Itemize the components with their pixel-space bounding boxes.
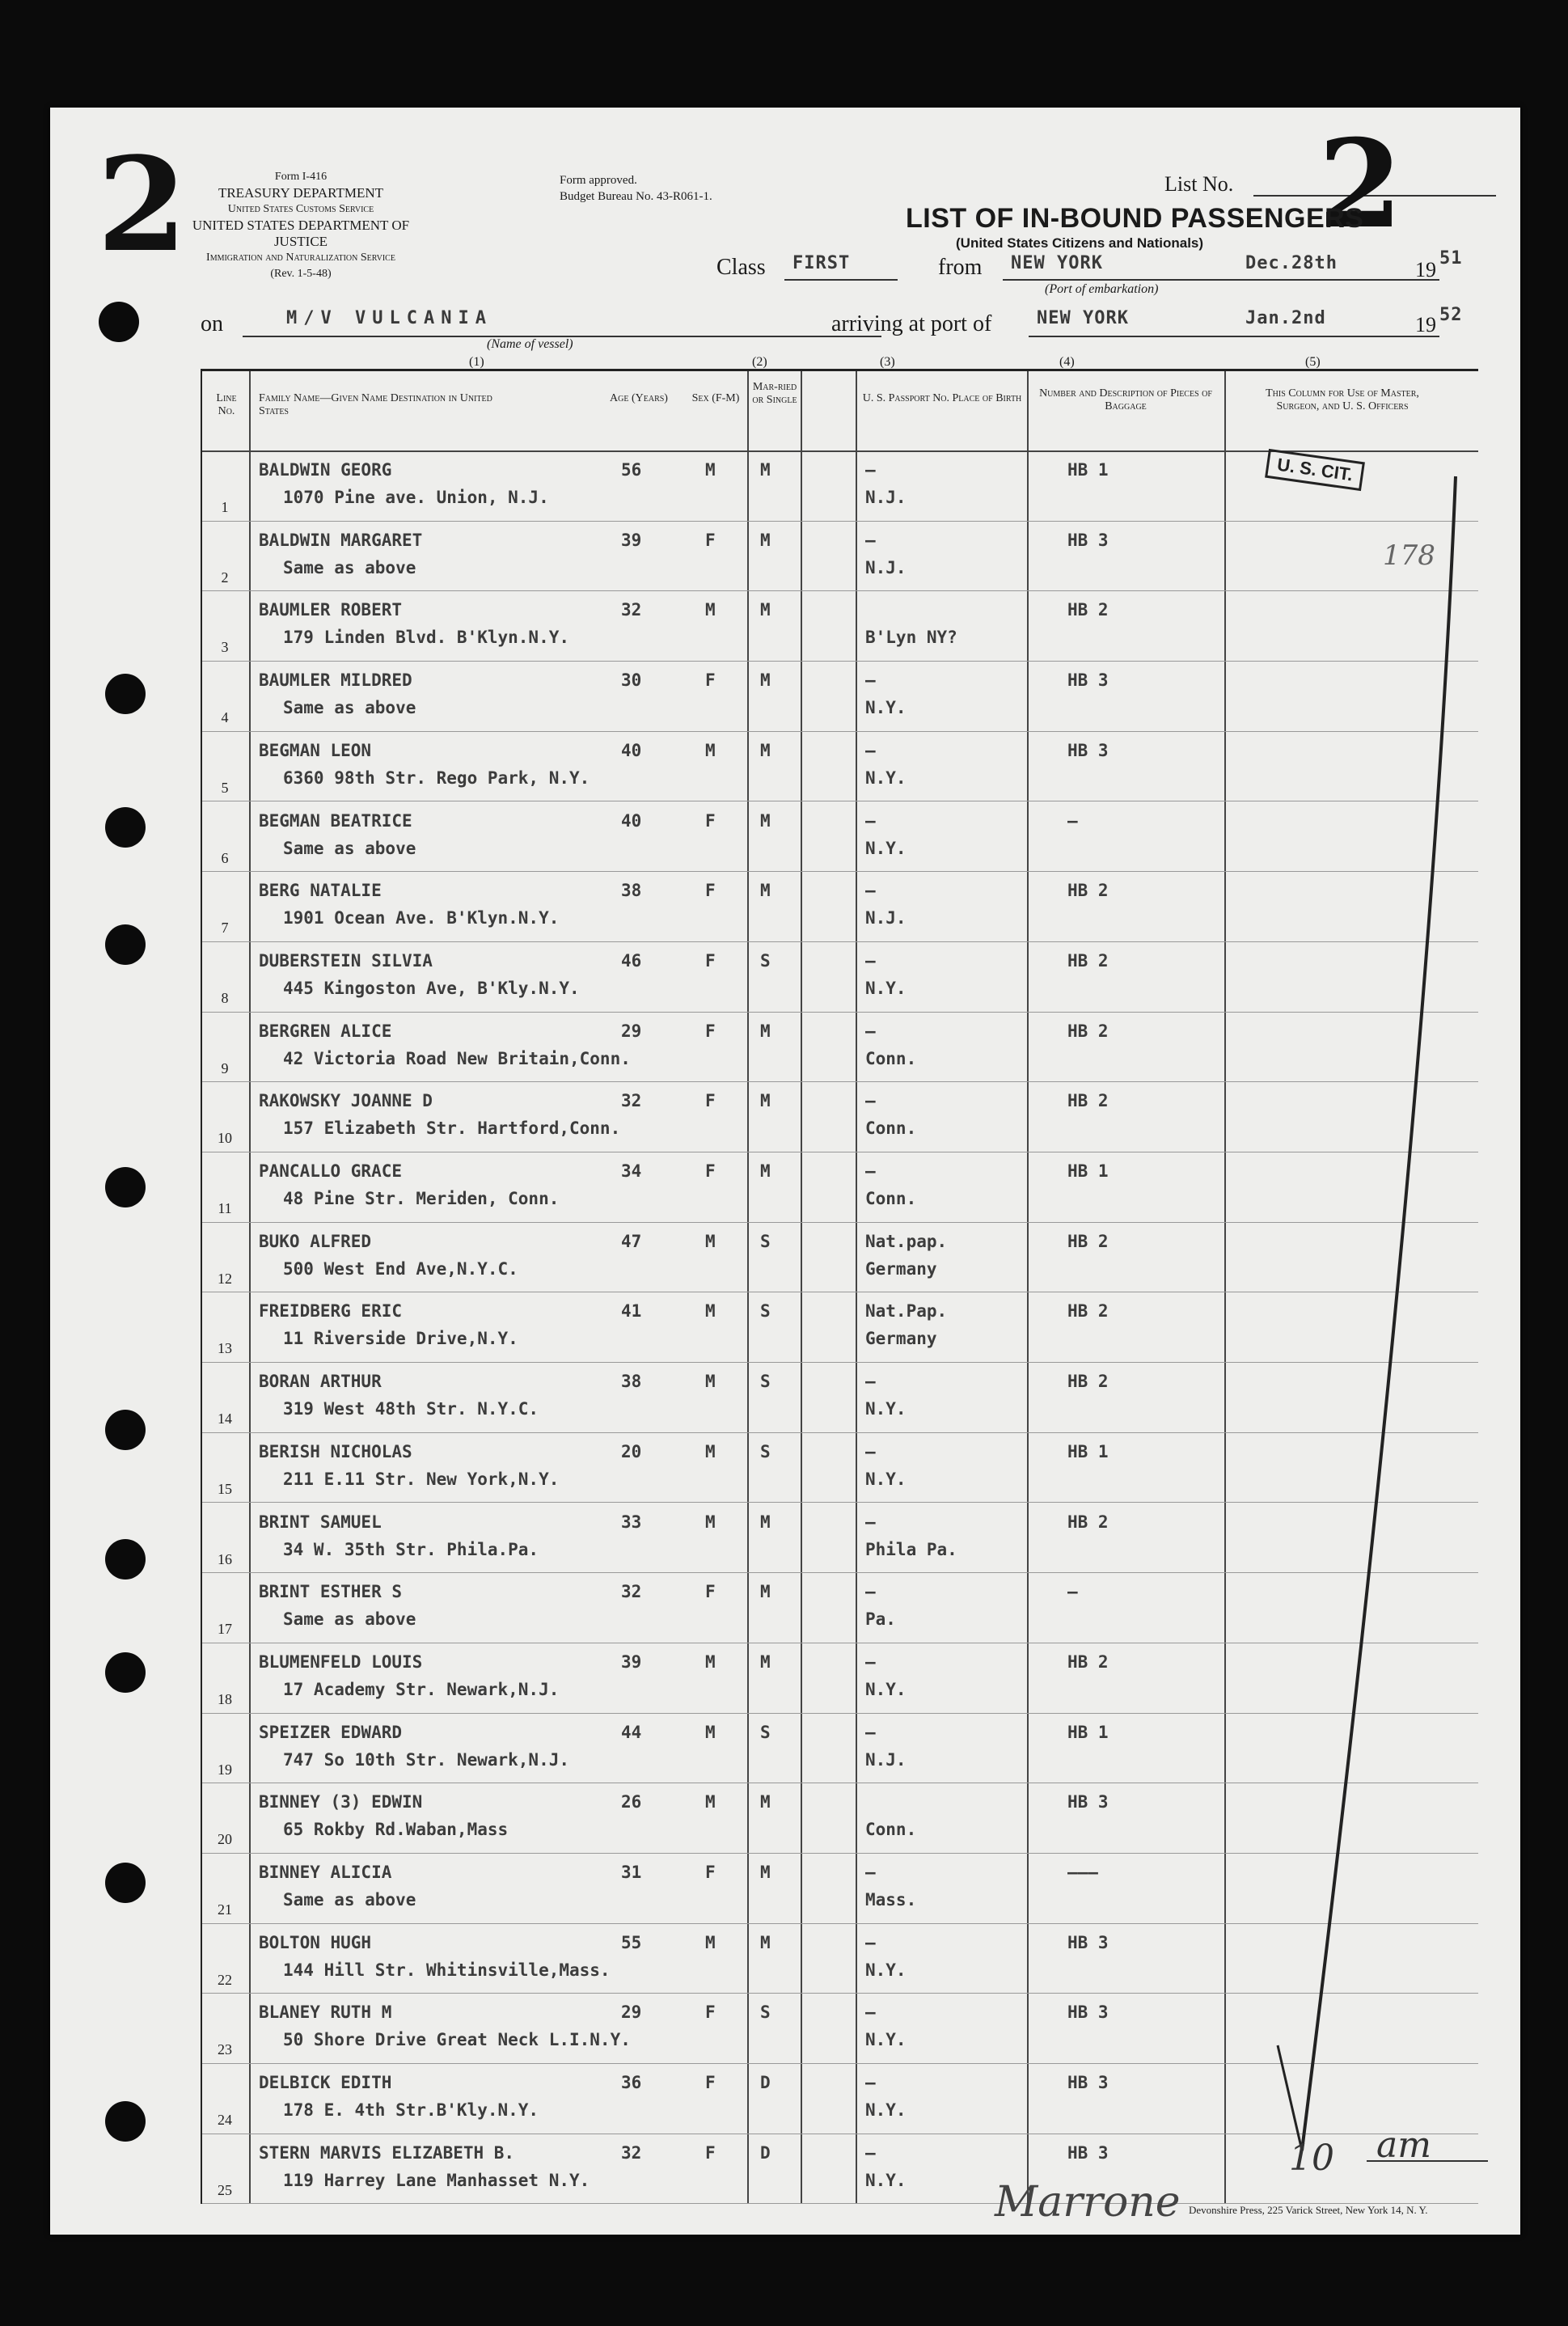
passenger-age: 40 bbox=[621, 740, 642, 760]
birth-place: Mass. bbox=[865, 1890, 917, 1909]
passenger-name: BALDWIN MARGARET bbox=[259, 530, 423, 550]
passenger-age: 41 bbox=[621, 1301, 642, 1322]
marital-status: M bbox=[760, 1932, 771, 1952]
passenger-address: 445 Kingoston Ave, B'Kly.N.Y. bbox=[283, 978, 580, 998]
baggage: — bbox=[1067, 810, 1078, 831]
binder-hole bbox=[105, 1652, 146, 1693]
document-title: LIST OF IN-BOUND PASSENGERS bbox=[906, 203, 1364, 234]
line-number: 1 bbox=[221, 499, 229, 515]
passenger-address: Same as above bbox=[283, 1890, 416, 1909]
passenger-age: 55 bbox=[621, 1932, 642, 1952]
passenger-name: RAKOWSKY JOANNE D bbox=[259, 1091, 433, 1111]
passport-number: — bbox=[865, 1582, 876, 1602]
arriving-label: arriving at port of bbox=[831, 311, 992, 336]
passenger-address: 42 Victoria Road New Britain,Conn. bbox=[283, 1048, 631, 1068]
passenger-name: BERISH NICHOLAS bbox=[259, 1441, 412, 1461]
vessel-name: M/V VULCANIA bbox=[286, 308, 492, 328]
class-underline bbox=[784, 279, 898, 281]
passport-number: — bbox=[865, 670, 876, 691]
passenger-address: 178 E. 4th Str.B'Kly.N.Y. bbox=[283, 2100, 539, 2121]
passenger-sex: F bbox=[705, 2002, 716, 2023]
arrival-year-suffix: 52 bbox=[1439, 305, 1463, 325]
birth-place: N.Y. bbox=[865, 1679, 907, 1699]
baggage: HB 3 bbox=[1067, 2002, 1109, 2023]
passenger-sex: F bbox=[705, 950, 716, 971]
class-label: Class bbox=[716, 255, 766, 280]
birth-place: Pa. bbox=[865, 1609, 896, 1630]
marital-status: D bbox=[760, 2142, 771, 2163]
line-number: 8 bbox=[221, 989, 229, 1006]
arrival-year-prefix: 19 bbox=[1415, 313, 1436, 336]
line-number: 6 bbox=[221, 849, 229, 866]
passport-number: — bbox=[865, 2073, 876, 2093]
marital-status: M bbox=[760, 1161, 771, 1181]
marital-status: M bbox=[760, 460, 771, 480]
baggage: HB 2 bbox=[1067, 1301, 1109, 1322]
birth-place: Germany bbox=[865, 1258, 937, 1279]
form-number: Form I-416 bbox=[274, 171, 328, 183]
passport-number: — bbox=[865, 1091, 876, 1111]
passenger-age: 32 bbox=[621, 1582, 642, 1602]
header-sex: Sex (F-M) bbox=[691, 392, 740, 404]
passport-number: Nat.Pap. bbox=[865, 1301, 948, 1322]
passenger-sex: M bbox=[705, 600, 716, 620]
passenger-name: BINNEY ALICIA bbox=[259, 1863, 392, 1882]
birth-place: N.Y. bbox=[865, 698, 907, 718]
line-number: 10 bbox=[218, 1130, 232, 1147]
line-number: 2 bbox=[221, 569, 229, 586]
passenger-name: BORAN ARTHUR bbox=[259, 1372, 382, 1392]
passenger-age: 38 bbox=[621, 881, 642, 901]
corner-list-number: 2 bbox=[97, 129, 188, 281]
marital-status: M bbox=[760, 1021, 771, 1041]
passport-number: — bbox=[865, 1021, 876, 1041]
passport-number: — bbox=[865, 1372, 876, 1392]
baggage: HB 2 bbox=[1067, 881, 1109, 901]
passenger-address: 17 Academy Str. Newark,N.J. bbox=[283, 1679, 560, 1699]
signature: Marrone bbox=[995, 2178, 1181, 2227]
birth-place: N.Y. bbox=[865, 768, 907, 788]
passenger-age: 34 bbox=[621, 1161, 642, 1181]
baggage: HB 1 bbox=[1067, 1161, 1109, 1181]
handwritten-total: 10 bbox=[1289, 2138, 1334, 2179]
binder-hole bbox=[99, 302, 139, 342]
line-number: 20 bbox=[218, 1831, 232, 1848]
line-number: 19 bbox=[218, 1761, 232, 1778]
passenger-address: Same as above bbox=[283, 557, 416, 577]
passenger-address: 179 Linden Blvd. B'Klyn.N.Y. bbox=[283, 628, 570, 648]
passport-number: — bbox=[865, 2142, 876, 2163]
document-subtitle: (United States Citizens and Nationals) bbox=[956, 235, 1204, 251]
passenger-age: 36 bbox=[621, 2073, 642, 2093]
marital-status: M bbox=[760, 740, 771, 760]
passenger-address: 211 E.11 Str. New York,N.Y. bbox=[283, 1469, 560, 1489]
passenger-age: 26 bbox=[621, 1792, 642, 1812]
form-identification bbox=[180, 169, 422, 282]
passenger-address: Same as above bbox=[283, 698, 416, 718]
passenger-address: 500 West End Ave,N.Y.C. bbox=[283, 1258, 518, 1279]
baggage: HB 3 bbox=[1067, 1932, 1109, 1952]
from-underline bbox=[1003, 279, 1439, 281]
passenger-age: 39 bbox=[621, 1651, 642, 1672]
passenger-address: 65 Rokby Rd.Waban,Mass bbox=[283, 1820, 509, 1840]
passenger-sex: M bbox=[705, 1722, 716, 1742]
baggage: — bbox=[1067, 1582, 1078, 1602]
baggage: HB 3 bbox=[1067, 2142, 1109, 2163]
marital-status: S bbox=[760, 1372, 771, 1392]
header-line-no: Line No. bbox=[216, 392, 237, 417]
passport-number: — bbox=[865, 1651, 876, 1672]
line-number: 23 bbox=[218, 2041, 232, 2058]
baggage: HB 2 bbox=[1067, 1512, 1109, 1532]
birth-place: N.Y. bbox=[865, 1399, 907, 1419]
passport-number: — bbox=[865, 530, 876, 550]
binder-hole bbox=[105, 1167, 146, 1207]
passport-number: — bbox=[865, 1161, 876, 1181]
passenger-age: 56 bbox=[621, 460, 642, 480]
passenger-sex: M bbox=[705, 1512, 716, 1532]
binder-hole bbox=[105, 2101, 146, 2142]
passenger-name: BAUMLER MILDRED bbox=[259, 670, 412, 691]
list-number: 2 bbox=[1318, 113, 1403, 256]
passenger-name: BEGMAN BEATRICE bbox=[259, 810, 412, 831]
passenger-address: Same as above bbox=[283, 1609, 416, 1630]
passenger-name: BRINT SAMUEL bbox=[259, 1512, 382, 1532]
passenger-sex: F bbox=[705, 2142, 716, 2163]
passenger-name: BERGREN ALICE bbox=[259, 1021, 392, 1041]
passport-number: — bbox=[865, 881, 876, 901]
header-age: Age (Years) bbox=[610, 392, 668, 404]
line-number: 7 bbox=[221, 920, 229, 937]
from-label: from bbox=[938, 255, 983, 280]
birth-place: N.Y. bbox=[865, 1469, 907, 1489]
line-number: 12 bbox=[218, 1270, 232, 1287]
passenger-sex: F bbox=[705, 530, 716, 550]
citizenship-stamp: U. S. CIT. bbox=[1265, 449, 1365, 491]
passenger-sex: M bbox=[705, 460, 716, 480]
passenger-address: 119 Harrey Lane Manhasset N.Y. bbox=[283, 2170, 590, 2190]
marital-status: S bbox=[760, 950, 771, 971]
on-label: on bbox=[201, 311, 223, 336]
passenger-address: 157 Elizabeth Str. Hartford,Conn. bbox=[283, 1119, 621, 1139]
arrival-date: Jan.2nd bbox=[1245, 308, 1326, 328]
line-number: 13 bbox=[218, 1340, 232, 1357]
passenger-name: BLANEY RUTH M bbox=[259, 2002, 392, 2023]
passenger-sex: M bbox=[705, 1231, 716, 1251]
header-name: Family Name—Given Name Destination in United States bbox=[259, 392, 492, 417]
departure-year-prefix: 19 bbox=[1415, 258, 1436, 281]
line-number: 22 bbox=[218, 1971, 232, 1988]
binder-hole bbox=[105, 807, 146, 848]
birth-place: N.Y. bbox=[865, 978, 907, 998]
manifest-page bbox=[50, 108, 1520, 2235]
column-number: (4) bbox=[1059, 355, 1075, 369]
passenger-address: 48 Pine Str. Meriden, Conn. bbox=[283, 1189, 560, 1208]
passenger-name: SPEIZER EDWARD bbox=[259, 1722, 403, 1742]
passenger-age: 38 bbox=[621, 1372, 642, 1392]
binder-hole bbox=[105, 924, 146, 965]
vessel-caption: (Name of vessel) bbox=[487, 337, 573, 351]
line-number: 9 bbox=[221, 1059, 229, 1076]
line-number: 3 bbox=[221, 639, 229, 656]
passenger-sex: F bbox=[705, 670, 716, 691]
baggage: HB 2 bbox=[1067, 1091, 1109, 1111]
passenger-name: STERN MARVIS ELIZABETH B. bbox=[259, 2142, 515, 2163]
passenger-sex: F bbox=[705, 1161, 716, 1181]
marital-status: S bbox=[760, 1722, 771, 1742]
passport-number: — bbox=[865, 1512, 876, 1532]
column-number: (2) bbox=[752, 355, 767, 369]
binder-hole bbox=[105, 1410, 146, 1450]
column-number: (1) bbox=[469, 355, 484, 369]
passenger-name: DUBERSTEIN SILVIA bbox=[259, 950, 433, 971]
handwritten-count: 178 bbox=[1383, 539, 1435, 572]
passenger-sex: M bbox=[705, 1372, 716, 1392]
passenger-age: 32 bbox=[621, 600, 642, 620]
passenger-address: 1901 Ocean Ave. B'Klyn.N.Y. bbox=[283, 908, 560, 928]
birth-place: N.Y. bbox=[865, 2100, 907, 2121]
baggage: ——— bbox=[1067, 1863, 1098, 1882]
passenger-name: BERG NATALIE bbox=[259, 881, 382, 901]
initials-underline bbox=[1367, 2160, 1488, 2162]
passport-number: — bbox=[865, 950, 876, 971]
baggage: HB 1 bbox=[1067, 460, 1109, 480]
birth-place: B'Lyn NY? bbox=[865, 628, 957, 648]
passenger-name: BLUMENFELD LOUIS bbox=[259, 1651, 423, 1672]
passenger-name: BUKO ALFRED bbox=[259, 1231, 372, 1251]
line-number: 4 bbox=[221, 709, 229, 726]
marital-status: M bbox=[760, 600, 771, 620]
baggage: HB 2 bbox=[1067, 1651, 1109, 1672]
approval-line: Form approved. bbox=[560, 174, 637, 187]
passenger-address: Same as above bbox=[283, 838, 416, 858]
baggage: HB 3 bbox=[1067, 1792, 1109, 1812]
passenger-age: 47 bbox=[621, 1231, 642, 1251]
baggage: HB 1 bbox=[1067, 1441, 1109, 1461]
passport-number: — bbox=[865, 740, 876, 760]
passenger-sex: F bbox=[705, 2073, 716, 2093]
marital-status: S bbox=[760, 1301, 771, 1322]
baggage: HB 3 bbox=[1067, 670, 1109, 691]
passenger-sex: F bbox=[705, 881, 716, 901]
department-name: TREASURY DEPARTMENT bbox=[218, 185, 384, 201]
birth-place: Conn. bbox=[865, 1048, 917, 1068]
form-approval bbox=[560, 172, 754, 205]
budget-line: Budget Bureau No. 43-R061-1. bbox=[560, 190, 712, 203]
marital-status: M bbox=[760, 1582, 771, 1602]
passport-number: Nat.pap. bbox=[865, 1231, 948, 1251]
marital-status: S bbox=[760, 1441, 771, 1461]
passenger-sex: F bbox=[705, 1582, 716, 1602]
passenger-sex: M bbox=[705, 740, 716, 760]
passport-number: — bbox=[865, 460, 876, 480]
binder-hole bbox=[105, 1539, 146, 1580]
binder-hole bbox=[105, 1863, 146, 1903]
passenger-sex: F bbox=[705, 1863, 716, 1882]
passenger-name: BALDWIN GEORG bbox=[259, 460, 392, 480]
passenger-age: 44 bbox=[621, 1722, 642, 1742]
printer-imprint: Devonshire Press, 225 Varick Street, New York 14, N. Y. bbox=[1189, 2204, 1428, 2216]
marital-status: S bbox=[760, 1231, 771, 1251]
passenger-name: BRINT ESTHER S bbox=[259, 1582, 403, 1602]
passenger-age: 32 bbox=[621, 1091, 642, 1111]
passenger-address: 1070 Pine ave. Union, N.J. bbox=[283, 488, 549, 507]
birth-place: N.J. bbox=[865, 488, 907, 507]
passenger-name: BINNEY (3) EDWIN bbox=[259, 1792, 423, 1812]
passenger-age: 39 bbox=[621, 530, 642, 550]
birth-place: Conn. bbox=[865, 1820, 917, 1840]
check-mark-line bbox=[1270, 468, 1464, 2167]
embarkation-port: NEW YORK bbox=[1011, 253, 1103, 273]
passenger-age: 29 bbox=[621, 2002, 642, 2023]
marital-status: M bbox=[760, 670, 771, 691]
passenger-name: FREIDBERG ERIC bbox=[259, 1301, 403, 1322]
birth-place: Phila Pa. bbox=[865, 1539, 957, 1559]
ins-service: Immigration and Naturalization Service bbox=[206, 252, 395, 264]
passenger-address: 319 West 48th Str. N.Y.C. bbox=[283, 1399, 539, 1419]
birth-place: N.Y. bbox=[865, 1960, 907, 1980]
passport-number: — bbox=[865, 810, 876, 831]
binder-hole bbox=[105, 674, 146, 714]
birth-place: Conn. bbox=[865, 1119, 917, 1139]
line-number: 11 bbox=[218, 1200, 232, 1216]
passenger-sex: M bbox=[705, 1792, 716, 1812]
line-number: 17 bbox=[218, 1621, 232, 1638]
passenger-sex: F bbox=[705, 1021, 716, 1041]
passenger-address: 144 Hill Str. Whitinsville,Mass. bbox=[283, 1960, 611, 1980]
passenger-age: 20 bbox=[621, 1441, 642, 1461]
baggage: HB 3 bbox=[1067, 740, 1109, 760]
marital-status: S bbox=[760, 2002, 771, 2023]
list-number-label: List No. bbox=[1164, 172, 1234, 196]
passenger-sex: M bbox=[705, 1651, 716, 1672]
passenger-name: PANCALLO GRACE bbox=[259, 1161, 403, 1181]
passenger-sex: M bbox=[705, 1932, 716, 1952]
passenger-age: 29 bbox=[621, 1021, 642, 1041]
line-number: 5 bbox=[221, 779, 229, 796]
marital-status: M bbox=[760, 1512, 771, 1532]
baggage: HB 2 bbox=[1067, 950, 1109, 971]
departure-date: Dec.28th bbox=[1245, 253, 1338, 273]
header-officers: This Column for Use of Master, Surgeon, and U. S. Officers bbox=[1266, 387, 1419, 412]
header-passport: U. S. Passport No. Place of Birth bbox=[862, 392, 1022, 404]
header-baggage: Number and Description of Pieces of Baggage bbox=[1039, 387, 1212, 412]
baggage: HB 2 bbox=[1067, 1021, 1109, 1041]
baggage: HB 2 bbox=[1067, 1372, 1109, 1392]
header-married: Mar-ried or Single bbox=[752, 381, 797, 406]
passenger-age: 33 bbox=[621, 1512, 642, 1532]
baggage: HB 2 bbox=[1067, 1231, 1109, 1251]
passport-number: — bbox=[865, 1441, 876, 1461]
marital-status: M bbox=[760, 1091, 771, 1111]
birth-place: N.Y. bbox=[865, 838, 907, 858]
passenger-address: 34 W. 35th Str. Phila.Pa. bbox=[283, 1539, 539, 1559]
marital-status: M bbox=[760, 1651, 771, 1672]
birth-place: Germany bbox=[865, 1329, 937, 1349]
marital-status: M bbox=[760, 1863, 771, 1882]
passenger-address: 747 So 10th Str. Newark,N.J. bbox=[283, 1749, 570, 1770]
line-number: 16 bbox=[218, 1550, 232, 1567]
passenger-address: 50 Shore Drive Great Neck L.I.N.Y. bbox=[283, 2030, 631, 2050]
passenger-age: 30 bbox=[621, 670, 642, 691]
birth-place: N.Y. bbox=[865, 2170, 907, 2190]
revision: (Rev. 1-5-48) bbox=[270, 268, 332, 280]
column-number: (3) bbox=[880, 355, 895, 369]
passenger-age: 31 bbox=[621, 1863, 642, 1882]
passenger-table bbox=[201, 369, 1478, 2204]
justice-department: UNITED STATES DEPARTMENT OF JUSTICE bbox=[192, 218, 410, 249]
port-caption: (Port of embarkation) bbox=[1045, 282, 1159, 296]
passport-number: — bbox=[865, 1722, 876, 1742]
passenger-name: BEGMAN LEON bbox=[259, 740, 372, 760]
class-value: FIRST bbox=[792, 253, 851, 273]
baggage: HB 2 bbox=[1067, 600, 1109, 620]
birth-place: N.J. bbox=[865, 908, 907, 928]
birth-place: Conn. bbox=[865, 1189, 917, 1208]
passenger-name: BOLTON HUGH bbox=[259, 1932, 372, 1952]
line-number: 25 bbox=[218, 2181, 232, 2198]
passenger-address: 11 Riverside Drive,N.Y. bbox=[283, 1329, 518, 1349]
line-number: 21 bbox=[218, 1901, 232, 1918]
baggage: HB 3 bbox=[1067, 2073, 1109, 2093]
passenger-name: DELBICK EDITH bbox=[259, 2073, 392, 2093]
baggage: HB 3 bbox=[1067, 530, 1109, 550]
marital-status: M bbox=[760, 530, 771, 550]
passenger-address: 6360 98th Str. Rego Park, N.Y. bbox=[283, 768, 590, 788]
marital-status: M bbox=[760, 810, 771, 831]
birth-place: N.Y. bbox=[865, 2030, 907, 2050]
passport-number: — bbox=[865, 2002, 876, 2023]
marital-status: D bbox=[760, 2073, 771, 2093]
passenger-name: BAUMLER ROBERT bbox=[259, 600, 403, 620]
line-number: 15 bbox=[218, 1480, 232, 1497]
line-number: 14 bbox=[218, 1410, 232, 1427]
passenger-age: 32 bbox=[621, 2142, 642, 2163]
birth-place: N.J. bbox=[865, 557, 907, 577]
birth-place: N.J. bbox=[865, 1749, 907, 1770]
arrival-underline bbox=[1029, 336, 1439, 337]
passport-number: — bbox=[865, 1863, 876, 1882]
passenger-sex: F bbox=[705, 810, 716, 831]
baggage: HB 1 bbox=[1067, 1722, 1109, 1742]
passport-number: — bbox=[865, 1932, 876, 1952]
passenger-sex: F bbox=[705, 1091, 716, 1111]
line-number: 24 bbox=[218, 2112, 232, 2129]
service-name: United States Customs Service bbox=[227, 203, 374, 215]
marital-status: M bbox=[760, 881, 771, 901]
passenger-sex: M bbox=[705, 1441, 716, 1461]
handwritten-initials: am bbox=[1376, 2125, 1431, 2166]
passenger-age: 46 bbox=[621, 950, 642, 971]
departure-year-suffix: 51 bbox=[1439, 248, 1463, 269]
passenger-sex: M bbox=[705, 1301, 716, 1322]
column-number: (5) bbox=[1305, 355, 1321, 369]
marital-status: M bbox=[760, 1792, 771, 1812]
line-number: 18 bbox=[218, 1690, 232, 1707]
arrival-port: NEW YORK bbox=[1037, 308, 1129, 328]
passenger-age: 40 bbox=[621, 810, 642, 831]
